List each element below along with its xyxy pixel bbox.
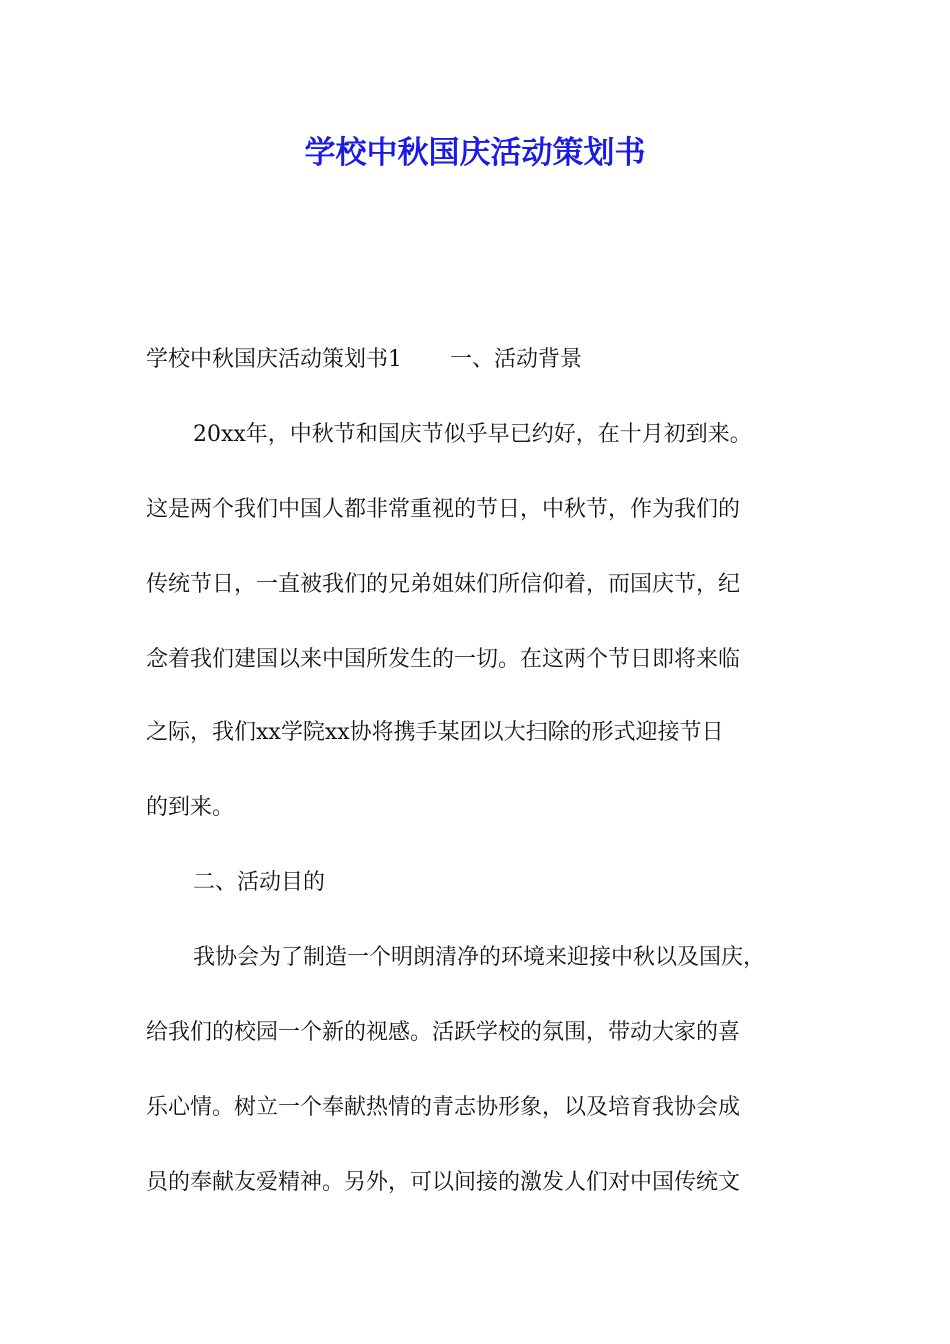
paragraph-line: 乐心情。树立一个奉献热情的青志协形象，以及培育我协会成	[146, 1095, 741, 1120]
paragraph-line: 的到来。	[146, 795, 235, 820]
section1-heading: 一、活动背景	[450, 347, 583, 372]
document-subtitle: 学校中秋国庆活动策划书1	[146, 347, 402, 372]
paragraph-line: 我协会为了制造一个明朗清净的环境来迎接中秋以及国庆，	[193, 945, 766, 970]
paragraph-line: 念着我们建国以来中国所发生的一切。在这两个节日即将来临	[146, 647, 741, 672]
section2-heading: 二、活动目的	[193, 870, 326, 895]
document-title: 学校中秋国庆活动策划书	[304, 135, 646, 171]
paragraph-line: 员的奉献友爱精神。另外，可以间接的激发人们对中国传统文	[146, 1170, 741, 1195]
paragraph-line: 给我们的校园一个新的视感。活跃学校的氛围，带动大家的喜	[146, 1020, 741, 1045]
paragraph-line: 传统节日，一直被我们的兄弟姐妹们所信仰着，而国庆节，纪	[146, 572, 741, 597]
paragraph-line: 之际，我们xx学院xx协将携手某团以大扫除的形式迎接节日	[146, 720, 724, 745]
paragraph-line: 20xx年，中秋节和国庆节似乎早已约好，在十月初到来。	[193, 422, 752, 447]
paragraph-line: 这是两个我们中国人都非常重视的节日，中秋节，作为我们的	[146, 497, 741, 522]
intro-line	[146, 340, 826, 380]
